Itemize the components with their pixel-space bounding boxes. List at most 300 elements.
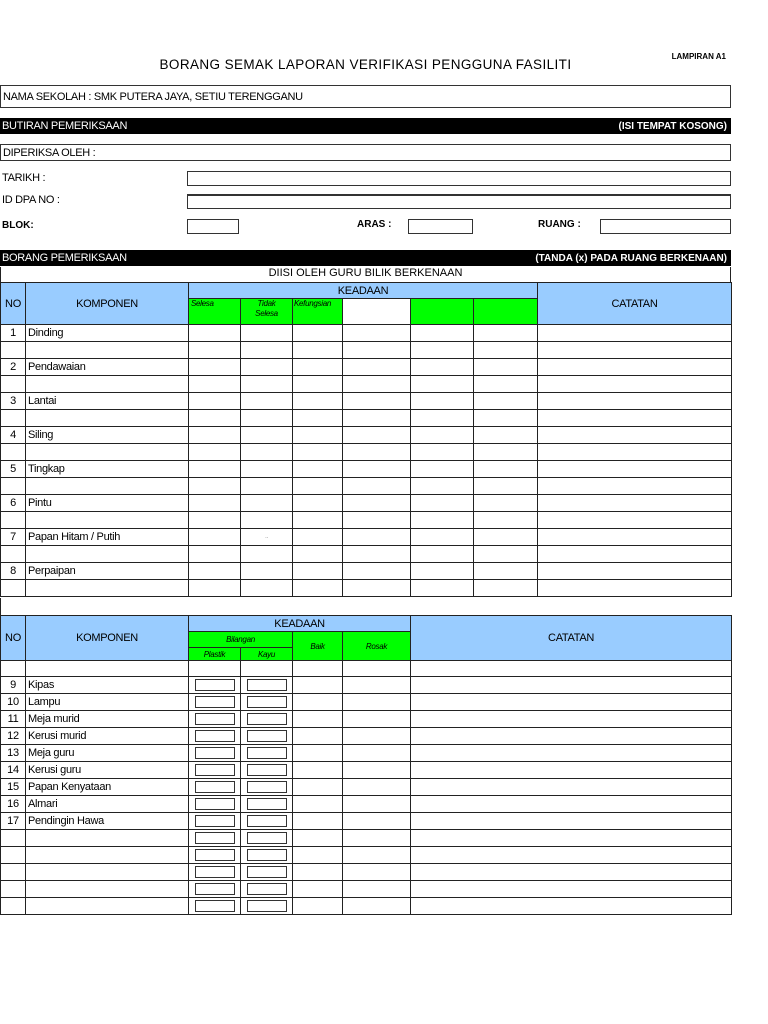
plastik-count-input[interactable] [195, 679, 235, 691]
plastik-count-input[interactable] [195, 815, 235, 827]
cell [26, 546, 189, 563]
id-dpa-input[interactable] [187, 194, 731, 209]
cell[interactable] [241, 342, 293, 359]
cell[interactable] [241, 563, 293, 580]
catatan-cell[interactable] [538, 478, 732, 495]
cell[interactable] [474, 393, 538, 410]
cell[interactable] [343, 325, 411, 342]
row-komponen [26, 881, 189, 898]
spacer-row [1, 546, 732, 563]
cell[interactable] [474, 563, 538, 580]
cell[interactable] [474, 495, 538, 512]
catatan-cell[interactable] [411, 813, 732, 830]
col-keadaan-header: KEADAAN [189, 616, 411, 632]
kayu-cell [241, 864, 293, 881]
cell[interactable] [189, 359, 241, 376]
butiran-bar [0, 118, 731, 134]
borang-title: BORANG PEMERIKSAAN [2, 252, 127, 264]
kayu-cell [241, 796, 293, 813]
cell[interactable] [474, 359, 538, 376]
cell[interactable] [343, 529, 411, 546]
row-no: 9 [1, 677, 26, 694]
row-komponen: Lantai [26, 393, 189, 410]
kayu-cell [241, 830, 293, 847]
table-row [1, 728, 732, 745]
cell[interactable] [343, 478, 411, 495]
plastik-cell [189, 864, 241, 881]
cell[interactable] [189, 495, 241, 512]
row-komponen [26, 847, 189, 864]
plastik-count-input[interactable] [195, 713, 235, 725]
plastik-count-input[interactable] [195, 764, 235, 776]
tidak-text: Tidak [257, 299, 276, 308]
kayu-cell [241, 779, 293, 796]
kayu-count-input[interactable] [247, 730, 287, 742]
ruang-input[interactable] [600, 219, 731, 234]
cell[interactable] [411, 478, 474, 495]
kayu-count-input[interactable] [247, 781, 287, 793]
catatan-cell[interactable] [411, 847, 732, 864]
tarikh-label: TARIKH : [2, 172, 46, 184]
kayu-cell [241, 813, 293, 830]
row-komponen: Perpaipan [26, 563, 189, 580]
cell[interactable] [474, 325, 538, 342]
tarikh-input[interactable] [187, 171, 731, 186]
kayu-count-input[interactable] [247, 798, 287, 810]
cell[interactable] [189, 427, 241, 444]
row-no: 6 [1, 495, 26, 512]
table-row [1, 881, 732, 898]
row-komponen: Almari [26, 796, 189, 813]
row-komponen: Meja murid [26, 711, 189, 728]
blok-label: BLOK: [2, 220, 34, 231]
row-no: 5 [1, 461, 26, 478]
rosak-cell[interactable] [343, 898, 411, 915]
cell[interactable] [474, 512, 538, 529]
cell[interactable] [411, 410, 474, 427]
table-row [1, 359, 732, 376]
cell[interactable] [411, 580, 474, 597]
plastik-count-input[interactable] [195, 696, 235, 708]
baik-cell[interactable] [293, 762, 343, 779]
cell[interactable] [411, 563, 474, 580]
cell[interactable] [411, 495, 474, 512]
baik-cell[interactable] [293, 677, 343, 694]
cell [1, 444, 26, 461]
cell[interactable] [343, 563, 411, 580]
cell[interactable] [343, 580, 411, 597]
table-row [1, 745, 732, 762]
row-no: 14 [1, 762, 26, 779]
selesa-text: Selesa [255, 309, 278, 318]
cell[interactable] [189, 393, 241, 410]
cell[interactable] [293, 427, 343, 444]
cell[interactable] [293, 546, 343, 563]
spacer-row [1, 580, 732, 597]
row-komponen: Kerusi murid [26, 728, 189, 745]
kayu-count-input[interactable] [247, 866, 287, 878]
cell[interactable] [293, 461, 343, 478]
catatan-cell[interactable] [411, 745, 732, 762]
cell[interactable] [293, 478, 343, 495]
kayu-count-input[interactable] [247, 849, 287, 861]
cell [26, 580, 189, 597]
spacer-row [1, 376, 732, 393]
cell[interactable] [411, 342, 474, 359]
col-blank-green-header-1 [411, 299, 474, 325]
cell[interactable] [241, 410, 293, 427]
row-komponen: Siling [26, 427, 189, 444]
plastik-cell [189, 847, 241, 864]
cell[interactable] [474, 529, 538, 546]
catatan-cell[interactable] [538, 512, 732, 529]
row-komponen [26, 661, 189, 677]
cell[interactable] [411, 529, 474, 546]
col-keadaan-header: KEADAAN [189, 283, 538, 299]
cell[interactable] [189, 325, 241, 342]
cell[interactable] [293, 512, 343, 529]
catatan-cell[interactable] [538, 580, 732, 597]
rosak-cell[interactable] [343, 779, 411, 796]
kayu-count-input[interactable] [247, 713, 287, 725]
catatan-cell[interactable] [411, 881, 732, 898]
baik-cell[interactable] [293, 694, 343, 711]
kayu-cell [241, 762, 293, 779]
cell[interactable] [241, 512, 293, 529]
cell[interactable] [293, 393, 343, 410]
cell [26, 410, 189, 427]
baik-cell[interactable] [293, 728, 343, 745]
plastik-cell [189, 779, 241, 796]
kayu-cell [241, 728, 293, 745]
cell[interactable] [474, 342, 538, 359]
cell[interactable] [343, 444, 411, 461]
cell[interactable] [189, 529, 241, 546]
cell[interactable] [241, 495, 293, 512]
kayu-cell [241, 677, 293, 694]
page-title: BORANG SEMAK LAPORAN VERIFIKASI PENGGUNA FASILITI [159, 57, 572, 72]
table-row [1, 830, 732, 847]
inspection-table-1 [0, 282, 732, 597]
cell[interactable] [241, 661, 293, 677]
cell[interactable] [411, 359, 474, 376]
butiran-note: (ISI TEMPAT KOSONG) [618, 120, 727, 132]
cell[interactable] [343, 661, 411, 677]
col-kayu-header: Kayu [241, 648, 293, 661]
cell[interactable] [343, 427, 411, 444]
cell[interactable] [293, 495, 343, 512]
catatan-cell[interactable] [411, 762, 732, 779]
cell[interactable] [189, 342, 241, 359]
cell[interactable] [241, 580, 293, 597]
catatan-cell[interactable] [538, 461, 732, 478]
plastik-count-input[interactable] [195, 781, 235, 793]
row-no [1, 661, 26, 677]
kayu-cell [241, 711, 293, 728]
cell[interactable] [293, 444, 343, 461]
cell[interactable] [241, 461, 293, 478]
catatan-cell[interactable] [538, 427, 732, 444]
row-no: 8 [1, 563, 26, 580]
catatan-cell[interactable] [538, 529, 732, 546]
cell [1, 546, 26, 563]
catatan-cell[interactable] [538, 376, 732, 393]
row-komponen: Pintu [26, 495, 189, 512]
cell[interactable] [241, 376, 293, 393]
gap-border [0, 598, 1, 615]
cell[interactable] [411, 444, 474, 461]
kayu-count-input[interactable] [247, 764, 287, 776]
rosak-cell[interactable] [343, 694, 411, 711]
cell[interactable] [189, 512, 241, 529]
cell [1, 376, 26, 393]
catatan-cell[interactable] [411, 661, 732, 677]
col-blank-green-header-2 [474, 299, 538, 325]
inspection-table-2 [0, 615, 732, 915]
cell [1, 580, 26, 597]
cell[interactable] [189, 563, 241, 580]
table-row [1, 325, 732, 342]
col-no-header: NO [1, 616, 26, 661]
plastik-cell [189, 830, 241, 847]
spacer-row [1, 512, 732, 529]
kayu-cell [241, 881, 293, 898]
baik-cell[interactable] [293, 830, 343, 847]
catatan-cell[interactable] [538, 444, 732, 461]
catatan-cell[interactable] [411, 728, 732, 745]
kayu-count-input[interactable] [247, 679, 287, 691]
cell[interactable] [411, 546, 474, 563]
catatan-cell[interactable] [538, 342, 732, 359]
table-row [1, 495, 732, 512]
cell[interactable] [343, 359, 411, 376]
plastik-cell [189, 881, 241, 898]
cell[interactable] [241, 393, 293, 410]
cell[interactable]: .. [241, 529, 293, 546]
kayu-count-input[interactable] [247, 832, 287, 844]
row-no: 1 [1, 325, 26, 342]
cell[interactable] [293, 580, 343, 597]
diperiksa-oleh-field[interactable] [0, 144, 731, 161]
table-row [1, 847, 732, 864]
cell[interactable] [343, 342, 411, 359]
cell[interactable] [343, 410, 411, 427]
cell[interactable] [343, 512, 411, 529]
rosak-cell[interactable] [343, 830, 411, 847]
row-komponen: Pendingin Hawa [26, 813, 189, 830]
cell[interactable] [189, 410, 241, 427]
row-komponen: Lampu [26, 694, 189, 711]
cell[interactable] [241, 427, 293, 444]
row-no: 10 [1, 694, 26, 711]
cell[interactable] [474, 580, 538, 597]
cell[interactable] [343, 393, 411, 410]
col-bilangan-header: Bilangan [189, 632, 293, 648]
row-komponen: Dinding [26, 325, 189, 342]
catatan-cell[interactable] [411, 830, 732, 847]
cell[interactable] [343, 376, 411, 393]
col-blank-header [343, 299, 411, 325]
cell[interactable] [474, 444, 538, 461]
baik-cell[interactable] [293, 898, 343, 915]
cell[interactable] [189, 461, 241, 478]
rosak-cell[interactable] [343, 881, 411, 898]
cell[interactable] [293, 661, 343, 677]
row-no [1, 898, 26, 915]
kayu-count-input[interactable] [247, 900, 287, 912]
row-no: 4 [1, 427, 26, 444]
cell[interactable] [189, 546, 241, 563]
cell[interactable] [474, 427, 538, 444]
plastik-cell [189, 898, 241, 915]
cell[interactable] [474, 461, 538, 478]
kayu-count-input[interactable] [247, 883, 287, 895]
plastik-cell [189, 711, 241, 728]
baik-cell[interactable] [293, 779, 343, 796]
catatan-cell[interactable] [411, 694, 732, 711]
row-komponen: Kerusi guru [26, 762, 189, 779]
cell[interactable] [189, 376, 241, 393]
plastik-count-input[interactable] [195, 866, 235, 878]
row-no [1, 881, 26, 898]
col-selesa-header: Selesa [189, 299, 241, 325]
catatan-cell[interactable] [538, 359, 732, 376]
cell[interactable] [241, 478, 293, 495]
catatan-cell[interactable] [411, 711, 732, 728]
cell[interactable] [343, 461, 411, 478]
cell[interactable] [343, 546, 411, 563]
cell[interactable] [474, 376, 538, 393]
cell[interactable] [293, 342, 343, 359]
cell[interactable] [474, 410, 538, 427]
cell[interactable] [189, 478, 241, 495]
cell[interactable] [474, 546, 538, 563]
cell[interactable] [241, 546, 293, 563]
table-row [1, 779, 732, 796]
cell [1, 512, 26, 529]
cell[interactable] [411, 512, 474, 529]
cell[interactable] [411, 376, 474, 393]
cell[interactable] [241, 325, 293, 342]
catatan-cell[interactable] [411, 796, 732, 813]
catatan-cell[interactable] [411, 677, 732, 694]
cell[interactable] [293, 563, 343, 580]
kayu-count-input[interactable] [247, 696, 287, 708]
table-row [1, 864, 732, 881]
baik-cell[interactable] [293, 881, 343, 898]
row-komponen: Papan Kenyataan [26, 779, 189, 796]
rosak-cell[interactable] [343, 864, 411, 881]
ruang-label: RUANG : [538, 219, 581, 230]
cell[interactable] [411, 325, 474, 342]
catatan-cell[interactable] [411, 779, 732, 796]
lampiran-label: LAMPIRAN A1 [671, 52, 726, 61]
cell[interactable] [293, 359, 343, 376]
plastik-count-input[interactable] [195, 747, 235, 759]
cell [1, 478, 26, 495]
catatan-cell[interactable] [538, 325, 732, 342]
kayu-count-input[interactable] [247, 747, 287, 759]
col-catatan-header: CATATAN [411, 616, 732, 661]
kayu-cell [241, 745, 293, 762]
rosak-cell[interactable] [343, 762, 411, 779]
catatan-cell[interactable] [538, 495, 732, 512]
cell[interactable] [189, 661, 241, 677]
borang-bar [0, 250, 731, 266]
plastik-count-input[interactable] [195, 883, 235, 895]
baik-cell[interactable] [293, 711, 343, 728]
plastik-cell [189, 728, 241, 745]
kayu-count-input[interactable] [247, 815, 287, 827]
cell[interactable] [411, 461, 474, 478]
row-komponen [26, 864, 189, 881]
cell[interactable] [411, 427, 474, 444]
cell[interactable] [411, 393, 474, 410]
baik-cell[interactable] [293, 813, 343, 830]
plastik-count-input[interactable] [195, 900, 235, 912]
row-no: 17 [1, 813, 26, 830]
catatan-cell[interactable] [538, 410, 732, 427]
cell [1, 410, 26, 427]
baik-cell[interactable] [293, 847, 343, 864]
plastik-count-input[interactable] [195, 849, 235, 861]
cell[interactable] [343, 495, 411, 512]
rosak-cell[interactable] [343, 745, 411, 762]
row-no [1, 830, 26, 847]
id-dpa-label: ID DPA NO : [2, 194, 60, 206]
aras-input[interactable] [408, 219, 473, 234]
cell[interactable] [241, 444, 293, 461]
table-row [1, 563, 732, 580]
cell[interactable] [293, 376, 343, 393]
rosak-cell[interactable] [343, 728, 411, 745]
catatan-cell[interactable] [538, 393, 732, 410]
plastik-count-input[interactable] [195, 798, 235, 810]
rosak-cell[interactable] [343, 711, 411, 728]
catatan-cell[interactable] [411, 898, 732, 915]
row-no [1, 864, 26, 881]
borang-note: (TANDA (x) PADA RUANG BERKENAAN) [535, 252, 727, 264]
cell[interactable] [189, 444, 241, 461]
rosak-cell[interactable] [343, 847, 411, 864]
catatan-cell[interactable] [538, 546, 732, 563]
row-no: 15 [1, 779, 26, 796]
plastik-cell [189, 796, 241, 813]
rosak-cell[interactable] [343, 796, 411, 813]
baik-cell[interactable] [293, 864, 343, 881]
catatan-cell[interactable] [538, 563, 732, 580]
catatan-cell[interactable] [411, 864, 732, 881]
baik-cell[interactable] [293, 745, 343, 762]
cell[interactable] [293, 410, 343, 427]
table-row [1, 393, 732, 410]
col-no-header: NO [1, 283, 26, 325]
cell[interactable] [293, 529, 343, 546]
spacer-row [1, 342, 732, 359]
plastik-count-input[interactable] [195, 730, 235, 742]
rosak-cell[interactable] [343, 813, 411, 830]
cell[interactable] [474, 478, 538, 495]
blok-input[interactable] [187, 219, 239, 234]
cell[interactable] [293, 325, 343, 342]
cell [1, 342, 26, 359]
rosak-cell[interactable] [343, 677, 411, 694]
cell[interactable] [241, 359, 293, 376]
plastik-count-input[interactable] [195, 832, 235, 844]
baik-cell[interactable] [293, 796, 343, 813]
cell[interactable] [189, 580, 241, 597]
row-komponen: Meja guru [26, 745, 189, 762]
